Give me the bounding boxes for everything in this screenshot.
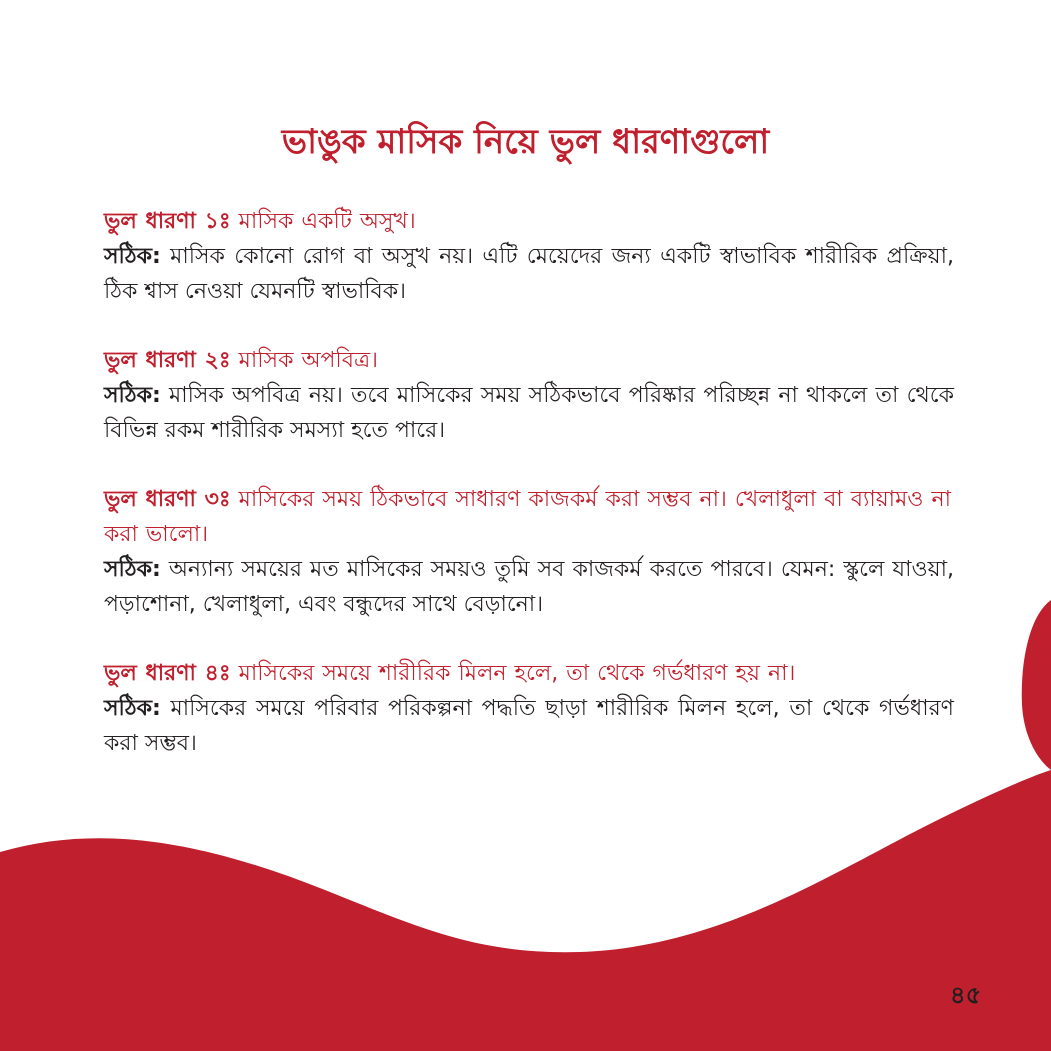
myth-item-3 [104, 482, 954, 622]
myth-text: মাসিকের সময়ে শারীরিক মিলন হলে, তা থেকে গর্ভধারণ হয় না। [238, 661, 796, 686]
myth-line [104, 343, 954, 378]
myth-label: ভুল ধারণা ১ঃ [104, 209, 231, 234]
myths-list [104, 204, 954, 795]
myth-label: ভুল ধারণা ২ঃ [104, 348, 231, 373]
page-title: ভাঙুক মাসিক নিয়ে ভুল ধারণাগুলো [281, 122, 770, 162]
myth-item-2 [104, 343, 954, 448]
myth-line [104, 482, 954, 552]
red-right-curve [1022, 600, 1051, 770]
red-wave-shape [0, 770, 1051, 1051]
fact-line [104, 239, 954, 309]
myth-item-1 [104, 204, 954, 309]
fact-text: মাসিকের সময়ে পরিবার পরিকল্পনা পদ্ধতি ছাড়া শারীরিক মিলন হলে, তা থেকে গর্ভধারণ করা সম্ভব। [104, 696, 954, 756]
myth-label: ভুল ধারণা ৪ঃ [104, 661, 231, 686]
myth-item-4 [104, 656, 954, 761]
fact-line [104, 552, 954, 622]
fact-text: অন্যান্য সময়ের মত মাসিকের সময়ও তুমি সব কাজকর্ম করতে পারবে। যেমন: স্কুলে যাওয়া, পড়াশোনা, খেলাধুলা, এবং বন্ধুদের সাথে বেড়ানো। [104, 557, 955, 617]
myth-label: ভুল ধারণা ৩ঃ [104, 487, 231, 512]
fact-label: সঠিক: [104, 383, 161, 408]
fact-line [104, 378, 954, 448]
fact-label: সঠিক: [104, 244, 161, 269]
myth-line [104, 656, 954, 691]
myth-text: মাসিক অপবিত্র। [238, 348, 379, 373]
page-number: ৪৫ [950, 981, 982, 1009]
fact-line [104, 691, 954, 761]
fact-label: সঠিক: [104, 557, 161, 582]
fact-text: মাসিক কোনো রোগ বা অসুখ নয়। এটি মেয়েদের জন্য একটি স্বাভাবিক শারীরিক প্রক্রিয়া, ঠিক শ্বাস নেওয়া যেমনটি স্বাভাবিক। [104, 244, 954, 304]
fact-label: সঠিক: [104, 696, 161, 721]
myth-text: মাসিকের সময় ঠিকভাবে সাধারণ কাজকর্ম করা সম্ভব না। খেলাধুলা বা ব্যায়ামও না করা ভালো। [104, 487, 951, 547]
myth-line [104, 204, 954, 239]
myth-text: মাসিক একটি অসুখ। [238, 209, 416, 234]
fact-text: মাসিক অপবিত্র নয়। তবে মাসিকের সময় সঠিকভাবে পরিষ্কার পরিচ্ছন্ন না থাকলে তা থেকে বিভিন্ন রকম শারীরিক সমস্যা হতে পারে। [104, 383, 954, 443]
